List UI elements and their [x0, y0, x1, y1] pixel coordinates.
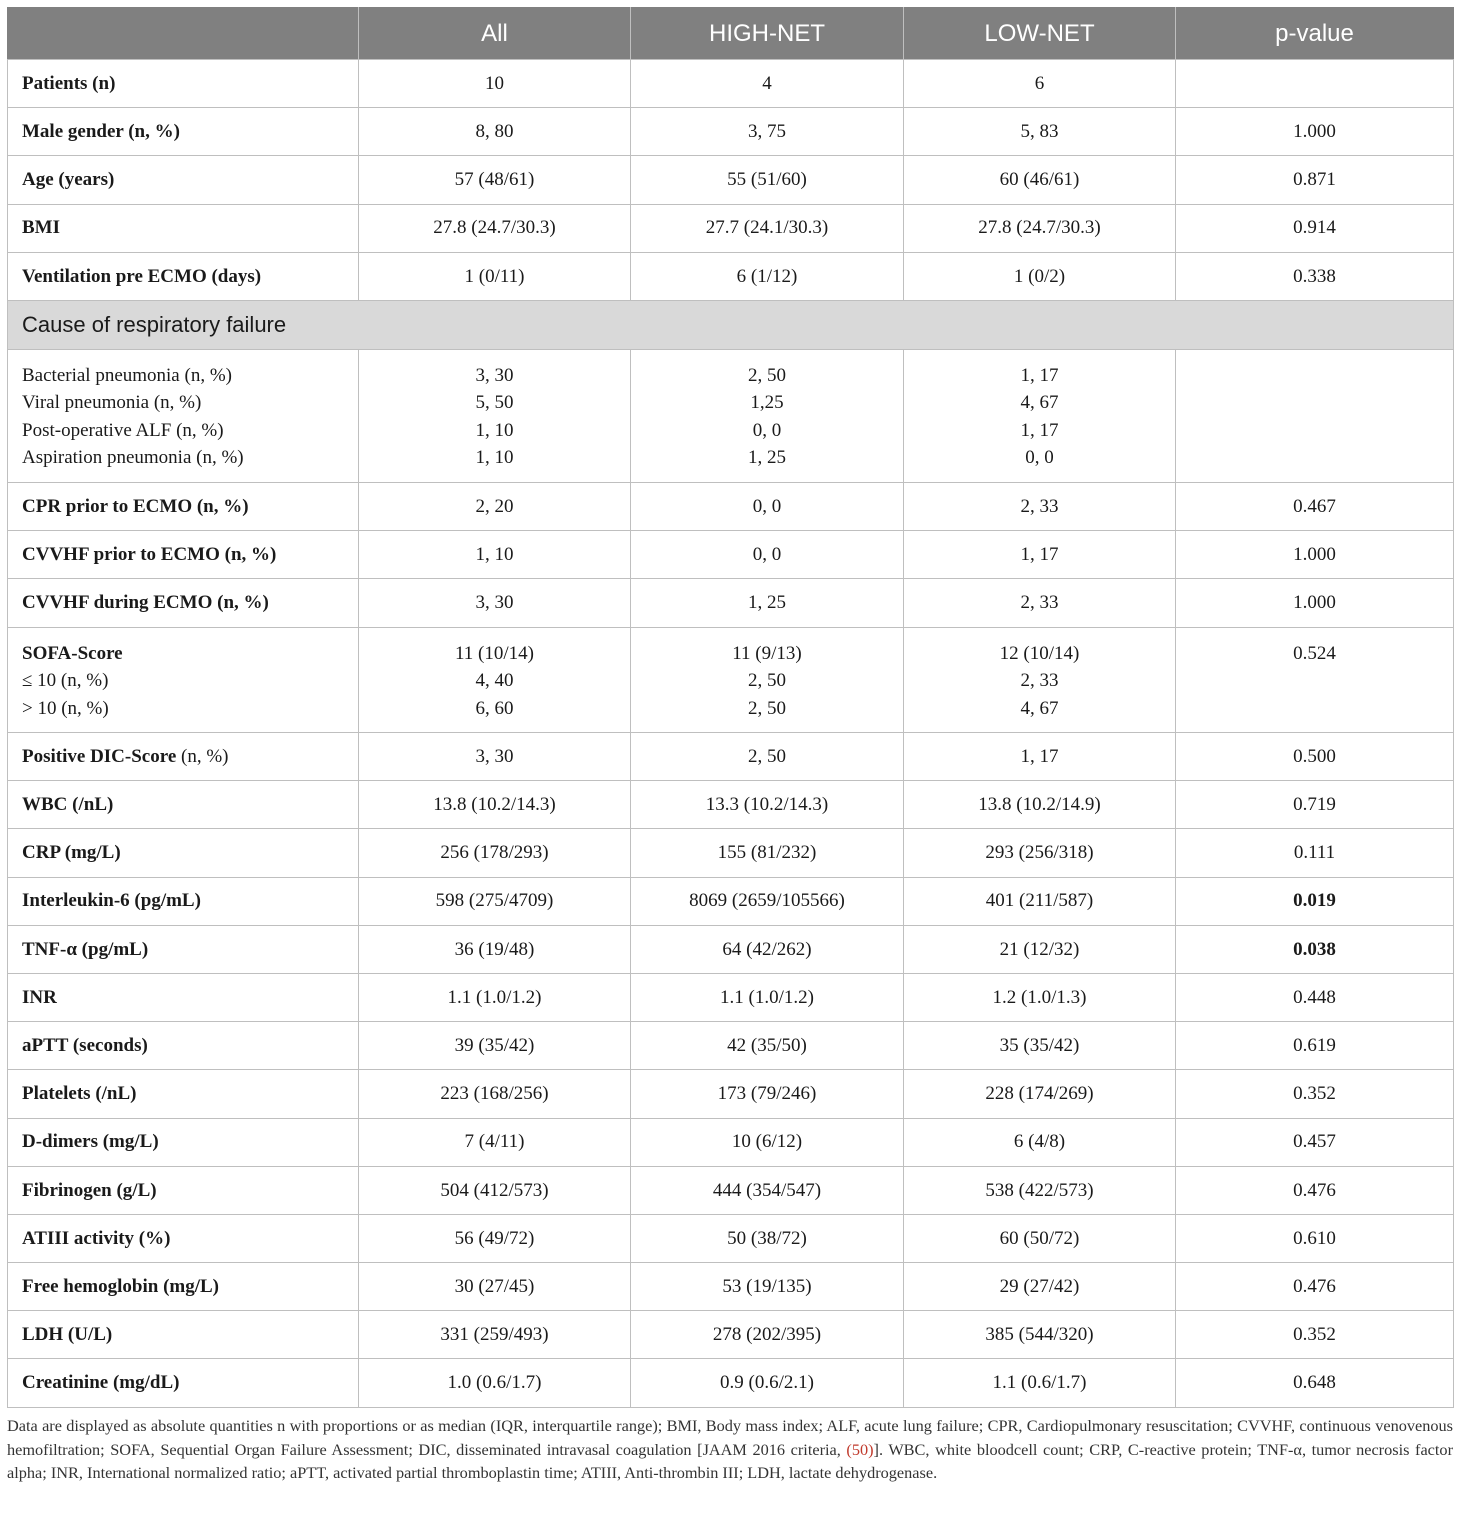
cause-label: Post-operative ALF (n, %) [22, 419, 224, 441]
cell-low-net: 0, 0 [1025, 447, 1054, 469]
cell-low-net: 1.2 (1.0/1.3) [904, 973, 1176, 1021]
reference-link[interactable]: (50) [846, 1439, 874, 1459]
cell-p-value: 0.038 [1176, 925, 1454, 973]
cell-all: 57 (48/61) [359, 156, 631, 204]
cell-all: 56 (49/72) [359, 1214, 631, 1262]
patient-characteristics-table [7, 7, 1454, 1408]
cell-high-net: 55 (51/60) [631, 156, 904, 204]
section-title: Cause of respiratory failure [8, 300, 1454, 349]
header-all: All [359, 8, 631, 60]
cell-high-net: 6 (1/12) [631, 252, 904, 300]
cell-high-net: 2, 50 [631, 733, 904, 781]
row-label: CPR prior to ECMO (n, %) [8, 482, 359, 530]
cell-p-value: 0.871 [1176, 156, 1454, 204]
cell-low-net: 385 (544/320) [904, 1311, 1176, 1359]
cell-low-net: 4, 67 [1020, 697, 1059, 719]
cell-high-net: 42 (35/50) [631, 1022, 904, 1070]
row-label: D-dimers (mg/L) [8, 1118, 359, 1166]
footnote-text-1: Data are displayed as absolute quantities n with proportions or as median (IQR, interquartile range); BMI, Body mass index; ALF, acute lung failure; CPR, Cardiopulmonary resuscitation; CVVHF, continuous venovenous hemofiltration; SOFA, Sequential Organ Failure Assessment; DIC, disseminated intravasal coagulation [JAAM 2016 criteria, [7, 1416, 1453, 1459]
cell-high-net: 64 (42/262) [631, 925, 904, 973]
cell-p-value: 1.000 [1176, 108, 1454, 156]
cell-all: 6, 60 [475, 697, 514, 719]
row-label: Fibrinogen (g/L) [8, 1166, 359, 1214]
cause-label: Aspiration pneumonia (n, %) [22, 447, 244, 469]
cell-p-value: 0.914 [1176, 204, 1454, 252]
cell-high-net: 53 (19/135) [631, 1263, 904, 1311]
cell-p-value: 0.352 [1176, 1070, 1454, 1118]
table-row [8, 252, 1454, 300]
cause-all-values [359, 349, 631, 482]
cell-high-net: 2, 50 [748, 670, 786, 691]
header-p-value: p-value [1176, 8, 1454, 60]
row-label: Age (years) [8, 156, 359, 204]
sofa-label: SOFA-Score [22, 642, 123, 664]
cell-high-net: 27.7 (24.1/30.3) [631, 204, 904, 252]
header-high-net: HIGH-NET [631, 8, 904, 60]
row-label: Patients (n) [8, 60, 359, 108]
cell-high-net: 11 (9/13) [732, 642, 802, 664]
p-value-text: 0.524 [1293, 642, 1336, 664]
table-row [8, 829, 1454, 877]
sofa-all-values [359, 627, 631, 733]
cell-all: 10 [359, 60, 631, 108]
section-row [8, 300, 1454, 349]
cell-high-net: 8069 (2659/105566) [631, 877, 904, 925]
row-label: Ventilation pre ECMO (days) [8, 252, 359, 300]
table-row [8, 1118, 1454, 1166]
cell-high-net: 1.1 (1.0/1.2) [631, 973, 904, 1021]
cell-low-net: 2, 33 [904, 482, 1176, 530]
cell-low-net: 1, 17 [904, 531, 1176, 579]
cell-high-net: 1, 25 [631, 579, 904, 627]
table-row [8, 1070, 1454, 1118]
cell-high-net: 1,25 [750, 392, 784, 414]
cell-low-net: 1, 17 [1020, 364, 1059, 386]
cell-p-value [1176, 349, 1454, 482]
cell-low-net: 1, 17 [904, 733, 1176, 781]
cell-high-net: 2, 50 [748, 697, 786, 719]
cell-low-net: 35 (35/42) [904, 1022, 1176, 1070]
cell-p-value: 0.476 [1176, 1263, 1454, 1311]
row-label: Male gender (n, %) [8, 108, 359, 156]
table-row [8, 877, 1454, 925]
cell-all: 11 (10/14) [455, 642, 534, 664]
table-row [8, 108, 1454, 156]
row-label: TNF-α (pg/mL) [8, 925, 359, 973]
cell-all: 30 (27/45) [359, 1263, 631, 1311]
row-label: aPTT (seconds) [8, 1022, 359, 1070]
row-label: Free hemoglobin (mg/L) [8, 1263, 359, 1311]
cell-low-net: 228 (174/269) [904, 1070, 1176, 1118]
cell-low-net: 21 (12/32) [904, 925, 1176, 973]
cell-all: 8, 80 [359, 108, 631, 156]
sofa-high-values [631, 627, 904, 733]
cell-all: 223 (168/256) [359, 1070, 631, 1118]
cell-high-net: 278 (202/395) [631, 1311, 904, 1359]
cell-all: 4, 40 [475, 670, 514, 691]
cell-low-net: 29 (27/42) [904, 1263, 1176, 1311]
cell-high-net: 173 (79/246) [631, 1070, 904, 1118]
cause-label: Viral pneumonia (n, %) [22, 392, 202, 414]
cell-all: 7 (4/11) [359, 1118, 631, 1166]
row-label: CRP (mg/L) [8, 829, 359, 877]
cell-p-value: 0.467 [1176, 482, 1454, 530]
cell-all: 3, 30 [359, 733, 631, 781]
table-footnote [7, 1414, 1453, 1485]
row-label: Creatinine (mg/dL) [8, 1359, 359, 1407]
cell-high-net: 0, 0 [752, 419, 782, 441]
cell-low-net: 12 (10/14) [999, 642, 1080, 664]
cell-all: 39 (35/42) [359, 1022, 631, 1070]
cell-all: 1.1 (1.0/1.2) [359, 973, 631, 1021]
header-blank [8, 8, 359, 60]
table-row [8, 156, 1454, 204]
row-label: LDH (U/L) [8, 1311, 359, 1359]
table-row [8, 60, 1454, 108]
cell-low-net: 13.8 (10.2/14.9) [904, 781, 1176, 829]
cell-all: 598 (275/4709) [359, 877, 631, 925]
cell-all: 331 (259/493) [359, 1311, 631, 1359]
sofa-sub-label: ≤ 10 (n, %) [22, 670, 109, 691]
cell-low-net: 1 (0/2) [904, 252, 1176, 300]
table-row [8, 925, 1454, 973]
table-row [8, 1359, 1454, 1407]
cell-all: 3, 30 [359, 579, 631, 627]
cell-low-net: 1, 17 [1020, 419, 1059, 441]
cell-high-net: 444 (354/547) [631, 1166, 904, 1214]
cell-p-value: 0.619 [1176, 1022, 1454, 1070]
row-label: BMI [8, 204, 359, 252]
cell-low-net: 60 (46/61) [904, 156, 1176, 204]
row-label: Interleukin-6 (pg/mL) [8, 877, 359, 925]
table-container [7, 7, 1453, 1408]
table-row [8, 579, 1454, 627]
cell-all: 27.8 (24.7/30.3) [359, 204, 631, 252]
footnote-text-2: ]. WBC, white bloodcell count; CRP, C-reactive protein; TNF-α, tumor necrosis factor alpha; INR, International normalized ratio; aPTT, activated partial thromboplastin time; ATIII, Anti-thrombin III; LDH, lactate dehydrogenase. [7, 1439, 1453, 1483]
row-label: CVVHF prior to ECMO (n, %) [8, 531, 359, 579]
cell-p-value [1176, 627, 1454, 733]
table-row [8, 1166, 1454, 1214]
row-label-bold: Positive DIC-Score [22, 745, 177, 767]
row-label: CVVHF during ECMO (n, %) [8, 579, 359, 627]
cell-all: 5, 50 [475, 392, 514, 414]
cell-all: 2, 20 [359, 482, 631, 530]
table-row [8, 531, 1454, 579]
cell-low-net: 6 [904, 60, 1176, 108]
cell-all: 1, 10 [475, 447, 514, 469]
row-label: ATIII activity (%) [8, 1214, 359, 1262]
cell-low-net: 27.8 (24.7/30.3) [904, 204, 1176, 252]
cell-high-net: 0, 0 [631, 531, 904, 579]
cell-p-value: 0.476 [1176, 1166, 1454, 1214]
cell-high-net: 4 [631, 60, 904, 108]
cell-low-net: 2, 33 [1020, 670, 1059, 691]
cell-low-net: 2, 33 [904, 579, 1176, 627]
cause-high-values [631, 349, 904, 482]
row-label [8, 733, 359, 781]
cell-high-net: 3, 75 [631, 108, 904, 156]
cell-high-net: 10 (6/12) [631, 1118, 904, 1166]
header-low-net: LOW-NET [904, 8, 1176, 60]
cell-low-net: 401 (211/587) [904, 877, 1176, 925]
cell-p-value: 0.352 [1176, 1311, 1454, 1359]
cause-row-group [8, 349, 1454, 482]
table-row [8, 973, 1454, 1021]
sofa-labels [8, 627, 359, 733]
cell-p-value: 0.457 [1176, 1118, 1454, 1166]
cause-low-values [904, 349, 1176, 482]
cell-all: 13.8 (10.2/14.3) [359, 781, 631, 829]
cell-p-value: 1.000 [1176, 531, 1454, 579]
cell-low-net: 4, 67 [1020, 392, 1059, 414]
row-label-rest: (n, %) [176, 745, 229, 767]
cell-all: 3, 30 [475, 364, 514, 386]
cell-high-net: 13.3 (10.2/14.3) [631, 781, 904, 829]
table-row [8, 1263, 1454, 1311]
cell-all: 1.0 (0.6/1.7) [359, 1359, 631, 1407]
cell-high-net: 155 (81/232) [631, 829, 904, 877]
table-row [8, 733, 1454, 781]
cause-labels [8, 349, 359, 482]
row-label: WBC (/nL) [8, 781, 359, 829]
cell-low-net: 6 (4/8) [904, 1118, 1176, 1166]
cell-low-net: 538 (422/573) [904, 1166, 1176, 1214]
cell-p-value [1176, 60, 1454, 108]
cell-p-value: 0.019 [1176, 877, 1454, 925]
table-row [8, 1022, 1454, 1070]
cell-all: 504 (412/573) [359, 1166, 631, 1214]
cell-low-net: 60 (50/72) [904, 1214, 1176, 1262]
sofa-low-values [904, 627, 1176, 733]
lab-values-body [8, 781, 1454, 1407]
table-row [8, 1311, 1454, 1359]
table-row [8, 482, 1454, 530]
row-label: INR [8, 973, 359, 1021]
cell-all: 36 (19/48) [359, 925, 631, 973]
cell-high-net: 50 (38/72) [631, 1214, 904, 1262]
sofa-sub-label: > 10 (n, %) [22, 697, 109, 719]
cell-p-value: 0.338 [1176, 252, 1454, 300]
cell-p-value: 1.000 [1176, 579, 1454, 627]
cell-p-value: 0.448 [1176, 973, 1454, 1021]
cell-all: 1 (0/11) [359, 252, 631, 300]
cell-p-value: 0.610 [1176, 1214, 1454, 1262]
cell-p-value: 0.719 [1176, 781, 1454, 829]
cell-all: 256 (178/293) [359, 829, 631, 877]
sofa-row-group [8, 627, 1454, 733]
cell-p-value: 0.648 [1176, 1359, 1454, 1407]
cause-label: Bacterial pneumonia (n, %) [22, 364, 232, 386]
table-row [8, 781, 1454, 829]
cell-high-net: 2, 50 [748, 364, 786, 386]
table-row [8, 1214, 1454, 1262]
cell-all: 1, 10 [475, 419, 514, 441]
cell-p-value: 0.111 [1176, 829, 1454, 877]
cell-p-value: 0.500 [1176, 733, 1454, 781]
cell-all: 1, 10 [359, 531, 631, 579]
header-row [8, 8, 1454, 60]
cell-high-net: 0.9 (0.6/2.1) [631, 1359, 904, 1407]
cell-high-net: 1, 25 [748, 447, 786, 469]
cell-low-net: 1.1 (0.6/1.7) [904, 1359, 1176, 1407]
cell-low-net: 5, 83 [904, 108, 1176, 156]
table-row [8, 204, 1454, 252]
cell-high-net: 0, 0 [631, 482, 904, 530]
row-label: Platelets (/nL) [8, 1070, 359, 1118]
cell-low-net: 293 (256/318) [904, 829, 1176, 877]
